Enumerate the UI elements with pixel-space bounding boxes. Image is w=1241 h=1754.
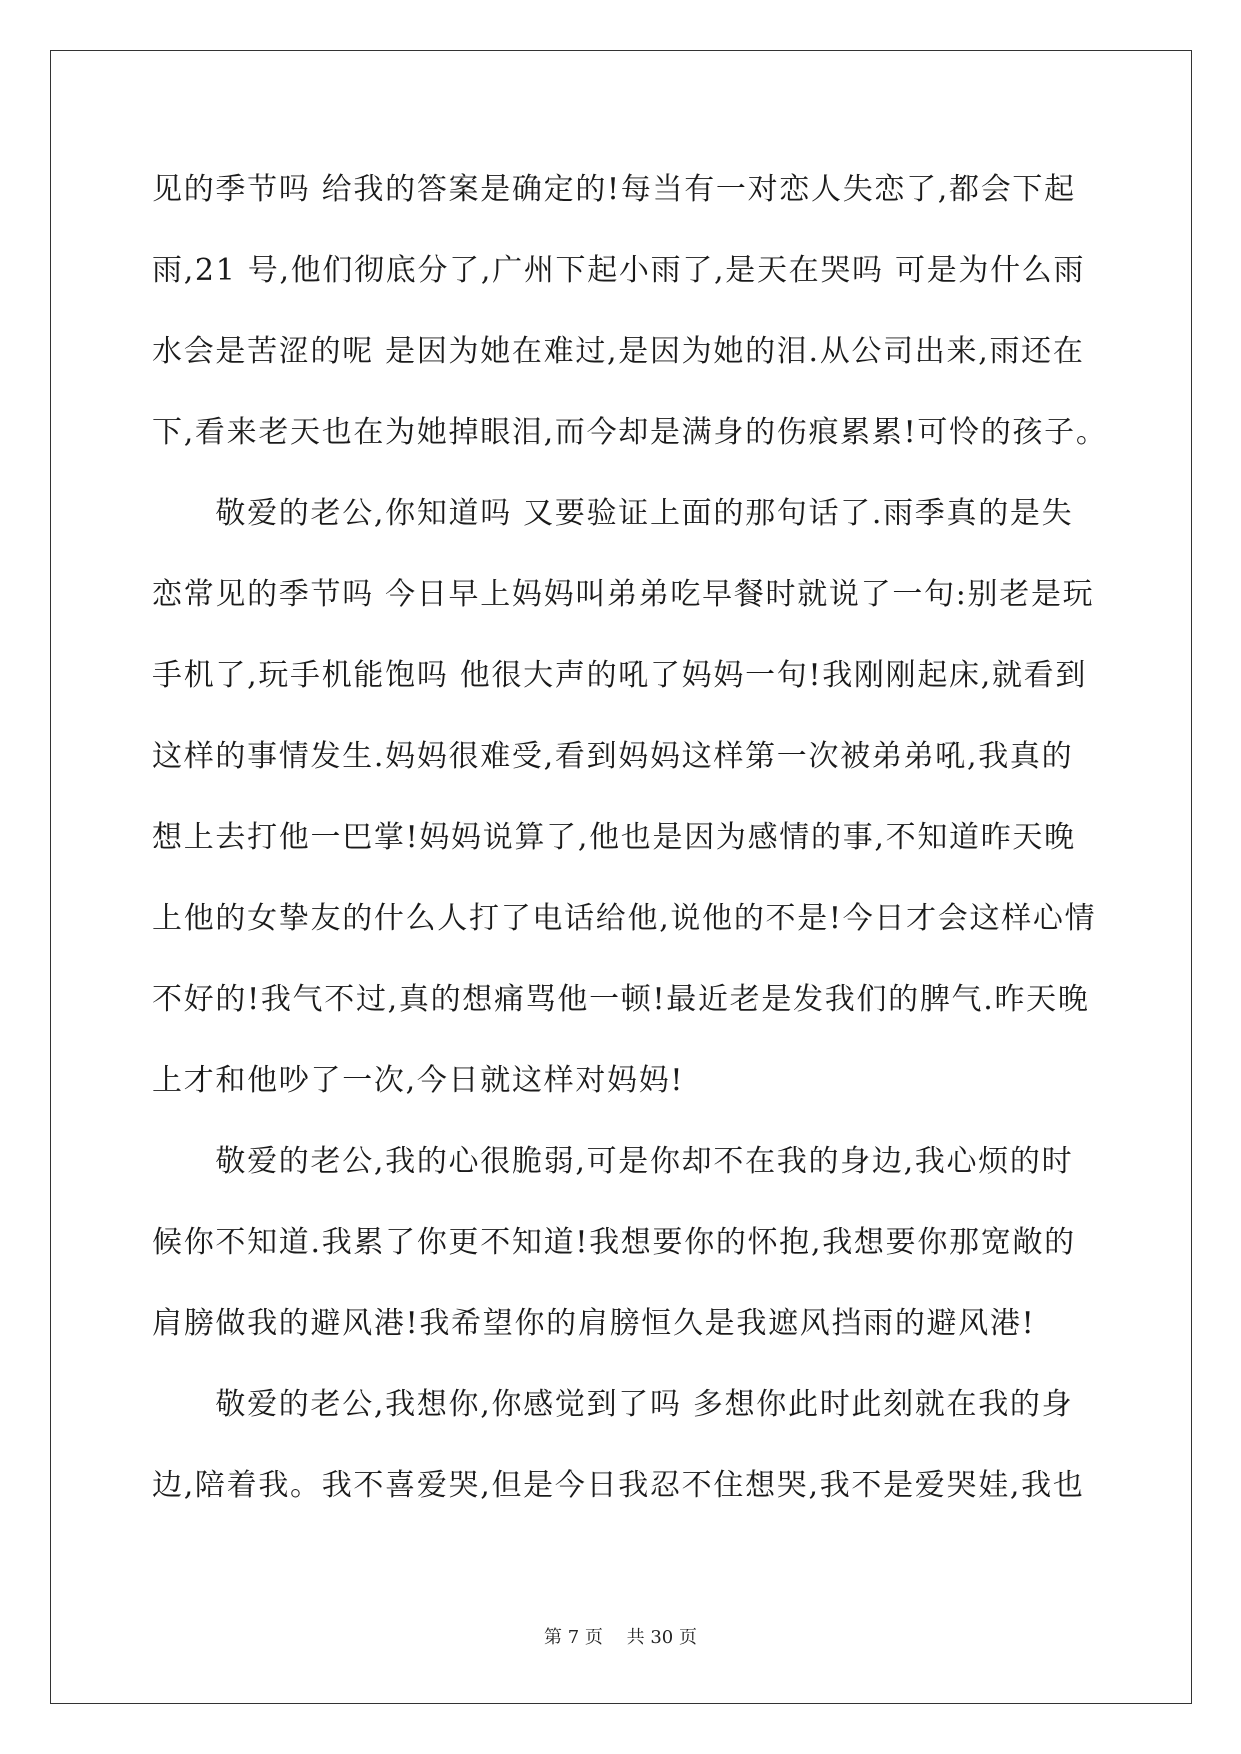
text-line: 敬爱的老公,你知道吗 又要验证上面的那句话了.雨季真的是失 [152,496,1074,531]
text-line: 上他的女挚友的什么人打了电话给他,说他的不是!今日才会这样心情 [152,901,1097,936]
text-line: 手机了,玩手机能饱吗 他很大声的吼了妈妈一句!我刚刚起床,就看到 [152,658,1088,693]
text-line: 见的季节吗 给我的答案是确定的!每当有一对恋人失恋了,都会下起 [152,172,1076,207]
text-line: 敬爱的老公,我的心很脆弱,可是你却不在我的身边,我心烦的时 [152,1144,1074,1179]
text-line: 下,看来老天也在为她掉眼泪,而今却是满身的伤痕累累!可怜的孩子。 [152,415,1108,450]
text-line: 敬爱的老公,我想你,你感觉到了吗 多想你此时此刻就在我的身 [152,1387,1074,1422]
text-line: 这样的事情发生.妈妈很难受,看到妈妈这样第一次被弟弟吼,我真的 [152,739,1074,774]
text-line: 候你不知道.我累了你更不知道!我想要你的怀抱,我想要你那宽敞的 [152,1225,1076,1260]
text-line: 边,陪着我。我不喜爱哭,但是今日我忍不住想哭,我不是爱哭娃,我也 [152,1468,1085,1503]
text-line: 恋常见的季节吗 今日早上妈妈叫弟弟吃早餐时就说了一句:别老是玩 [152,577,1095,612]
text-line: 不好的!我气不过,真的想痛骂他一顿!最近老是发我们的脾气.昨天晚 [152,982,1090,1017]
page-number-footer: 第 7 页 共 30 页 [544,1627,697,1648]
text-line: 肩膀做我的避风港!我希望你的肩膀恒久是我遮风挡雨的避风港! [152,1306,1036,1341]
text-line: 上才和他吵了一次,今日就这样对妈妈! [152,1063,685,1098]
text-line: 雨,21 号,他们彻底分了,广州下起小雨了,是天在哭吗 可是为什么雨 [152,253,1086,288]
text-line: 水会是苦涩的呢 是因为她在难过,是因为她的泪.从公司出来,雨还在 [152,334,1085,369]
text-line: 想上去打他一巴掌!妈妈说算了,他也是因为感情的事,不知道昨天晚 [152,820,1076,855]
document-body [152,162,1108,1539]
